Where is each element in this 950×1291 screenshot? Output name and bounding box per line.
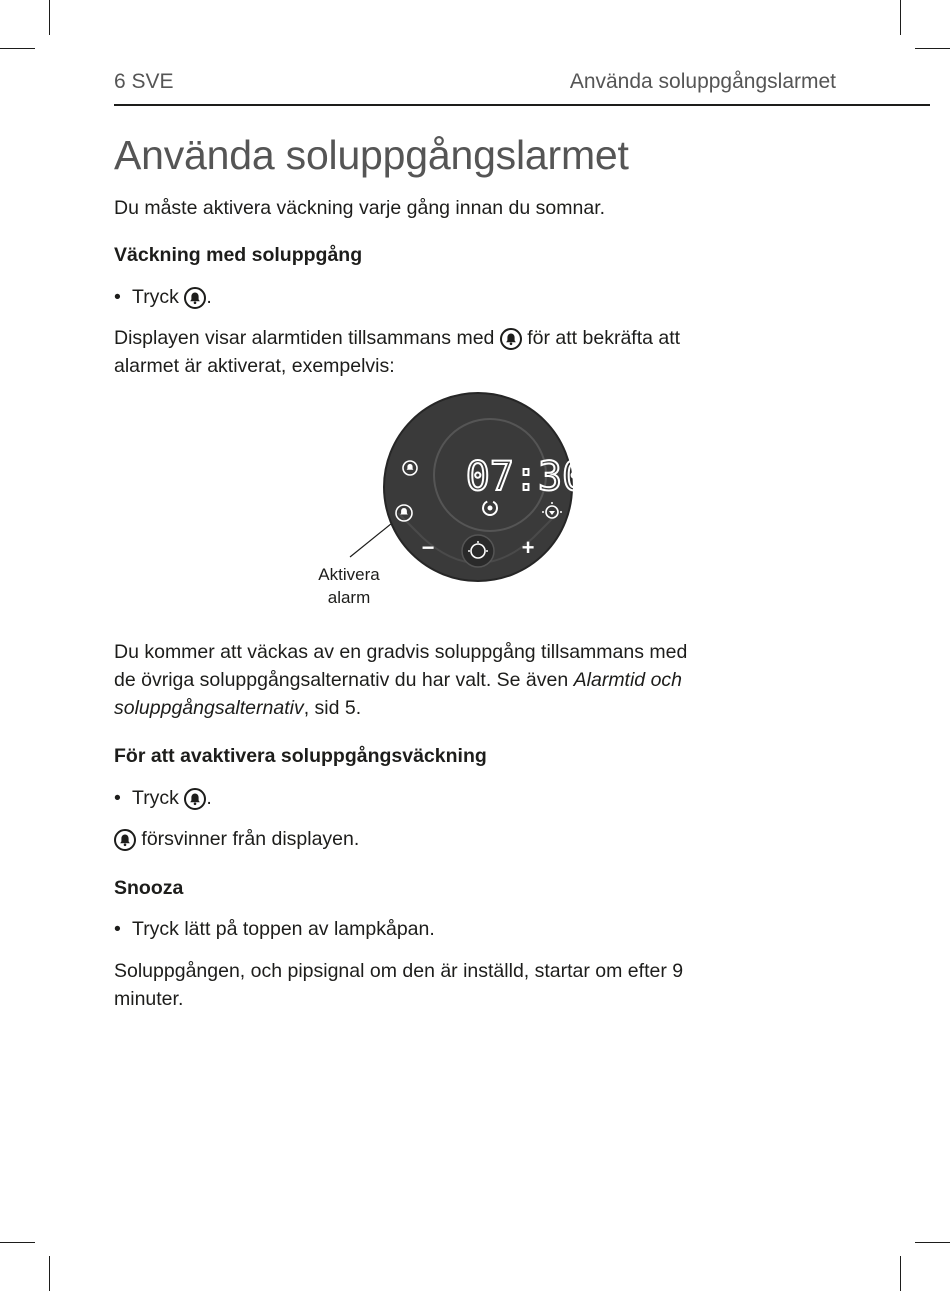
display-time [466,454,586,500]
header-rule [114,104,930,106]
display-paragraph: Displayen visar alarmtiden tillsammans med för att bekräfta att alarmet är aktiverat, exempelvis: [114,327,681,377]
press-bullet: • Tryck . [114,283,794,311]
bell-alarm-icon [184,788,206,810]
snooze-bullet: • Tryck lätt på toppen av lampkåpan. [114,915,794,943]
deactivate-heading: För att avaktivera soluppgångsväckning [114,745,487,767]
lamp-icon [462,535,494,567]
crop-mark [900,0,901,35]
crop-mark [915,48,950,49]
bullet-dot: • [114,918,121,940]
crop-mark [49,0,50,35]
disappears-paragraph: försvinner från displayen. [114,825,794,853]
snooze-heading: Snooza [114,877,184,899]
running-header: Använda soluppgångslarmet [569,70,836,93]
bell-alarm-icon [184,287,206,309]
svg-text:07:30: 07:30 [465,454,587,500]
bullet-dot: • [114,787,121,809]
plus-button: + [521,535,535,560]
bell-alarm-icon [114,829,136,851]
crop-mark [915,1242,950,1243]
wake-paragraph: Du kommer att väckas av en gradvis soluppgång tillsammans med de övriga soluppgångsalternativ du har valt. Se även Alarmtid och soluppgångsalternativ, sid 5. [114,641,688,719]
activate-alarm-callout: Aktivera alarm [318,565,380,607]
crop-mark [900,1256,901,1291]
crop-mark [0,1242,35,1243]
bullet-dot: • [114,286,121,308]
page-number: 6 SVE [114,70,174,93]
cross-reference: soluppgångsalternativ [114,697,304,719]
sunrise-wake-heading: Väckning med soluppgång [114,244,363,266]
intro-paragraph: Du måste aktivera väckning varje gång innan du somnar. [114,197,606,219]
crop-mark [49,1256,50,1291]
press-bullet: • Tryck . [114,784,794,812]
page-title: Använda soluppgångslarmet [114,132,629,178]
crop-mark [0,48,35,49]
cross-reference: Alarmtid och [573,669,683,691]
bell-alarm-icon [500,328,522,350]
page-header [114,70,836,96]
minus-button: − [421,535,435,560]
snooze-restart-paragraph: Soluppgången, och pipsignal om den är inställd, startar om efter 9 minuter. [114,960,684,1010]
